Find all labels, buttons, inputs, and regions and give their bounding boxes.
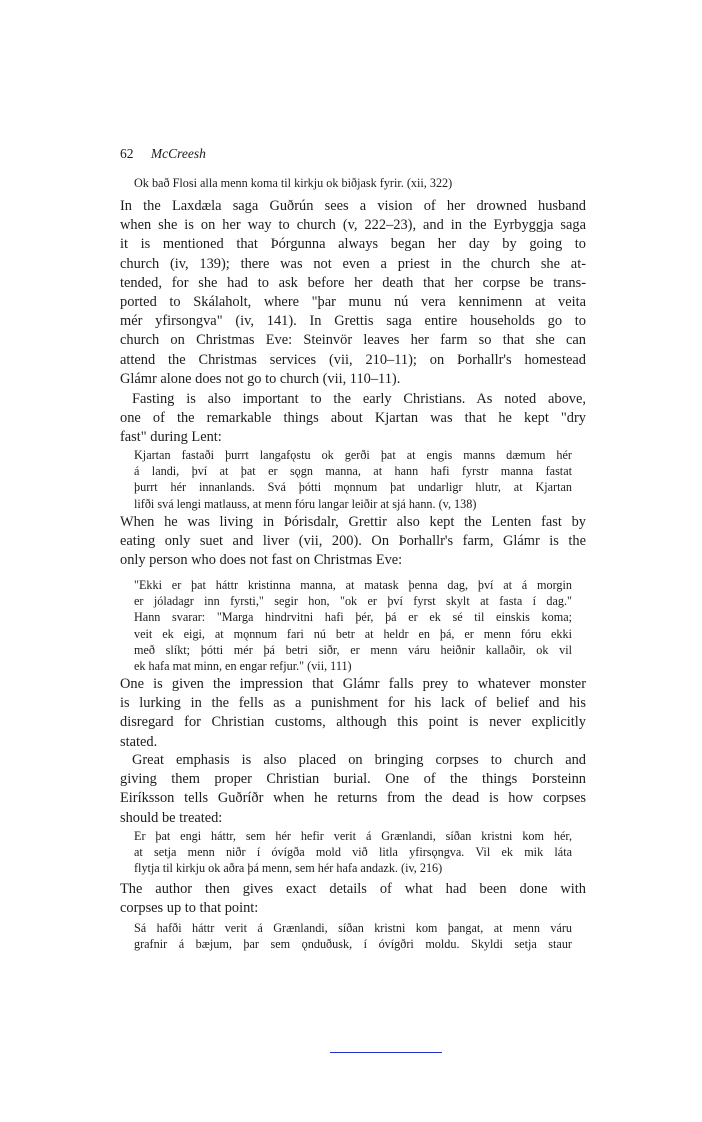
quote-line: grafnir á bæjum, þar sem ǫnduðusk, í óvígðri moldu. Skyldi setja staur: [134, 937, 572, 952]
quote-line: Ok bað Flosi alla menn koma til kirkju ok biðjask fyrir. (xii, 322): [134, 176, 453, 190]
text-line: Great emphasis is also placed on bringing corpses to church and: [132, 752, 586, 768]
text-line: should be treated:: [120, 809, 223, 826]
quote-line: lifði svá lengi matlauss, at menn fóru langar leiðir at sjá hann. (v, 138): [134, 496, 477, 511]
text-line: stated.: [120, 733, 158, 750]
quote-line: Sá hafði háttr verit á Grænlandi, síðan kristni kom þangat, at menn váru: [134, 921, 572, 935]
text-line: In the Laxdæla saga Guðrún sees a vision of her drowned husband: [120, 198, 586, 214]
text-line: The author then gives exact details of what had been done with: [120, 881, 586, 897]
paragraph: [120, 513, 586, 571]
quote-line: at setja menn niðr í óvígða mold við litla yfirsǫngva. Vil ek mik láta: [134, 845, 572, 860]
quote-line: er jóladagr inn fyrsti," segir hon, "ok er því fyrst skylt at fasta í dag.": [134, 594, 572, 609]
text-line: disregard for Christian customs, although this point is never explicitly: [120, 714, 586, 731]
paragraph: [120, 880, 586, 918]
text-line: corpses up to that point:: [120, 900, 259, 917]
block-quote: [134, 920, 572, 952]
text-line: mér yfirsongva" (iv, 141). In Grettis saga entire households go to: [120, 313, 586, 330]
footer-divider: [330, 1052, 442, 1053]
quote-line: Er þat engi háttr, sem hér hefir verit á Grænlandi, síðan kristni kom hér,: [134, 829, 572, 843]
quote-line: veit ek eigi, at mǫnnum fari nú betr at heldr en þá, er menn fóru ekki: [134, 626, 572, 641]
page-number: 62: [120, 146, 134, 161]
text-line: Fasting is also important to the early Christians. As noted above,: [132, 391, 586, 407]
quote-line: á landi, því at þat er sǫgn manna, at hann hafi fyrstr manna fastat: [134, 464, 572, 479]
text-line: when she is on her way to church (v, 222–23), and in the Eyrbyggja saga: [120, 217, 586, 234]
text-line: fast" during Lent:: [120, 429, 222, 446]
block-quote: [134, 447, 572, 512]
quote-line: flytja til kirkju ok aðra þá menn, sem hér hafa andazk. (iv, 216): [134, 861, 443, 876]
text-line: Glámr alone does not go to church (vii, 110–11).: [120, 370, 401, 387]
text-line: ported to Skálaholt, where "þar munu nú vera kennimenn at veita: [120, 293, 586, 310]
text-line: church (iv, 139); there was not even a priest in the church she at-: [120, 255, 586, 272]
paragraph: [120, 751, 586, 828]
quote-line: Kjartan fastaði þurrt langafǫstu ok gerði þat at engis manns dæmum hér: [134, 448, 572, 462]
paragraph: [120, 390, 586, 448]
quote-line: ek hafa mat minn, en engar refjur." (vii, 111): [134, 658, 352, 673]
block-quote: [134, 828, 572, 877]
text-line: Eiríksson tells Guðríðr when he returns from the dead is how corpses: [120, 790, 586, 807]
running-header: [120, 146, 206, 162]
quote-line: með slíkt; þótti mér þá betri siðr, er menn váru heiðnir kallaðir, ok vil: [134, 642, 572, 657]
quote-line: þurrt hér innanlands. Svá þótti mǫnnum þat undarligr hlutr, at Kjartan: [134, 480, 572, 495]
text-line: attend the Christmas services (vii, 210–11); on Þorhallr's homestead: [120, 351, 586, 368]
running-head-author: McCreesh: [150, 146, 206, 161]
text-line: only person who does not fast on Christmas Eve:: [120, 552, 403, 569]
text-line: is lurking in the fells as a punishment for his lack of belief and his: [120, 695, 586, 712]
block-quote: [134, 175, 586, 191]
text-line: One is given the impression that Glámr falls prey to whatever monster: [120, 676, 586, 692]
text-line: church on Christmas Eve: Steinvör leaves her farm so that she can: [120, 332, 586, 349]
quote-line: Hann svarar: "Marga hindrvitni hafi þér, þá er ek sé til einskis koma;: [134, 610, 572, 625]
text-line: eating only suet and liver (vii, 200). On Þorhallr's farm, Glámr is the: [120, 533, 586, 550]
quote-line: "Ekki er þat háttr kristinna manna, at matask þenna dag, því at á morgin: [134, 578, 572, 592]
paragraph: [120, 675, 586, 752]
text-line: giving them proper Christian burial. One of the things Þorsteinn: [120, 771, 586, 788]
text-line: one of the remarkable things about Kjartan was that he kept "dry: [120, 410, 586, 427]
paragraph: [120, 197, 586, 389]
block-quote: [134, 577, 572, 674]
text-line: When he was living in Þórisdalr, Grettir also kept the Lenten fast by: [120, 514, 586, 530]
text-line: it is mentioned that Þórgunna always began her day by going to: [120, 236, 586, 253]
text-line: tended, for she had to ask before her death that her corpse be trans-: [120, 274, 586, 291]
